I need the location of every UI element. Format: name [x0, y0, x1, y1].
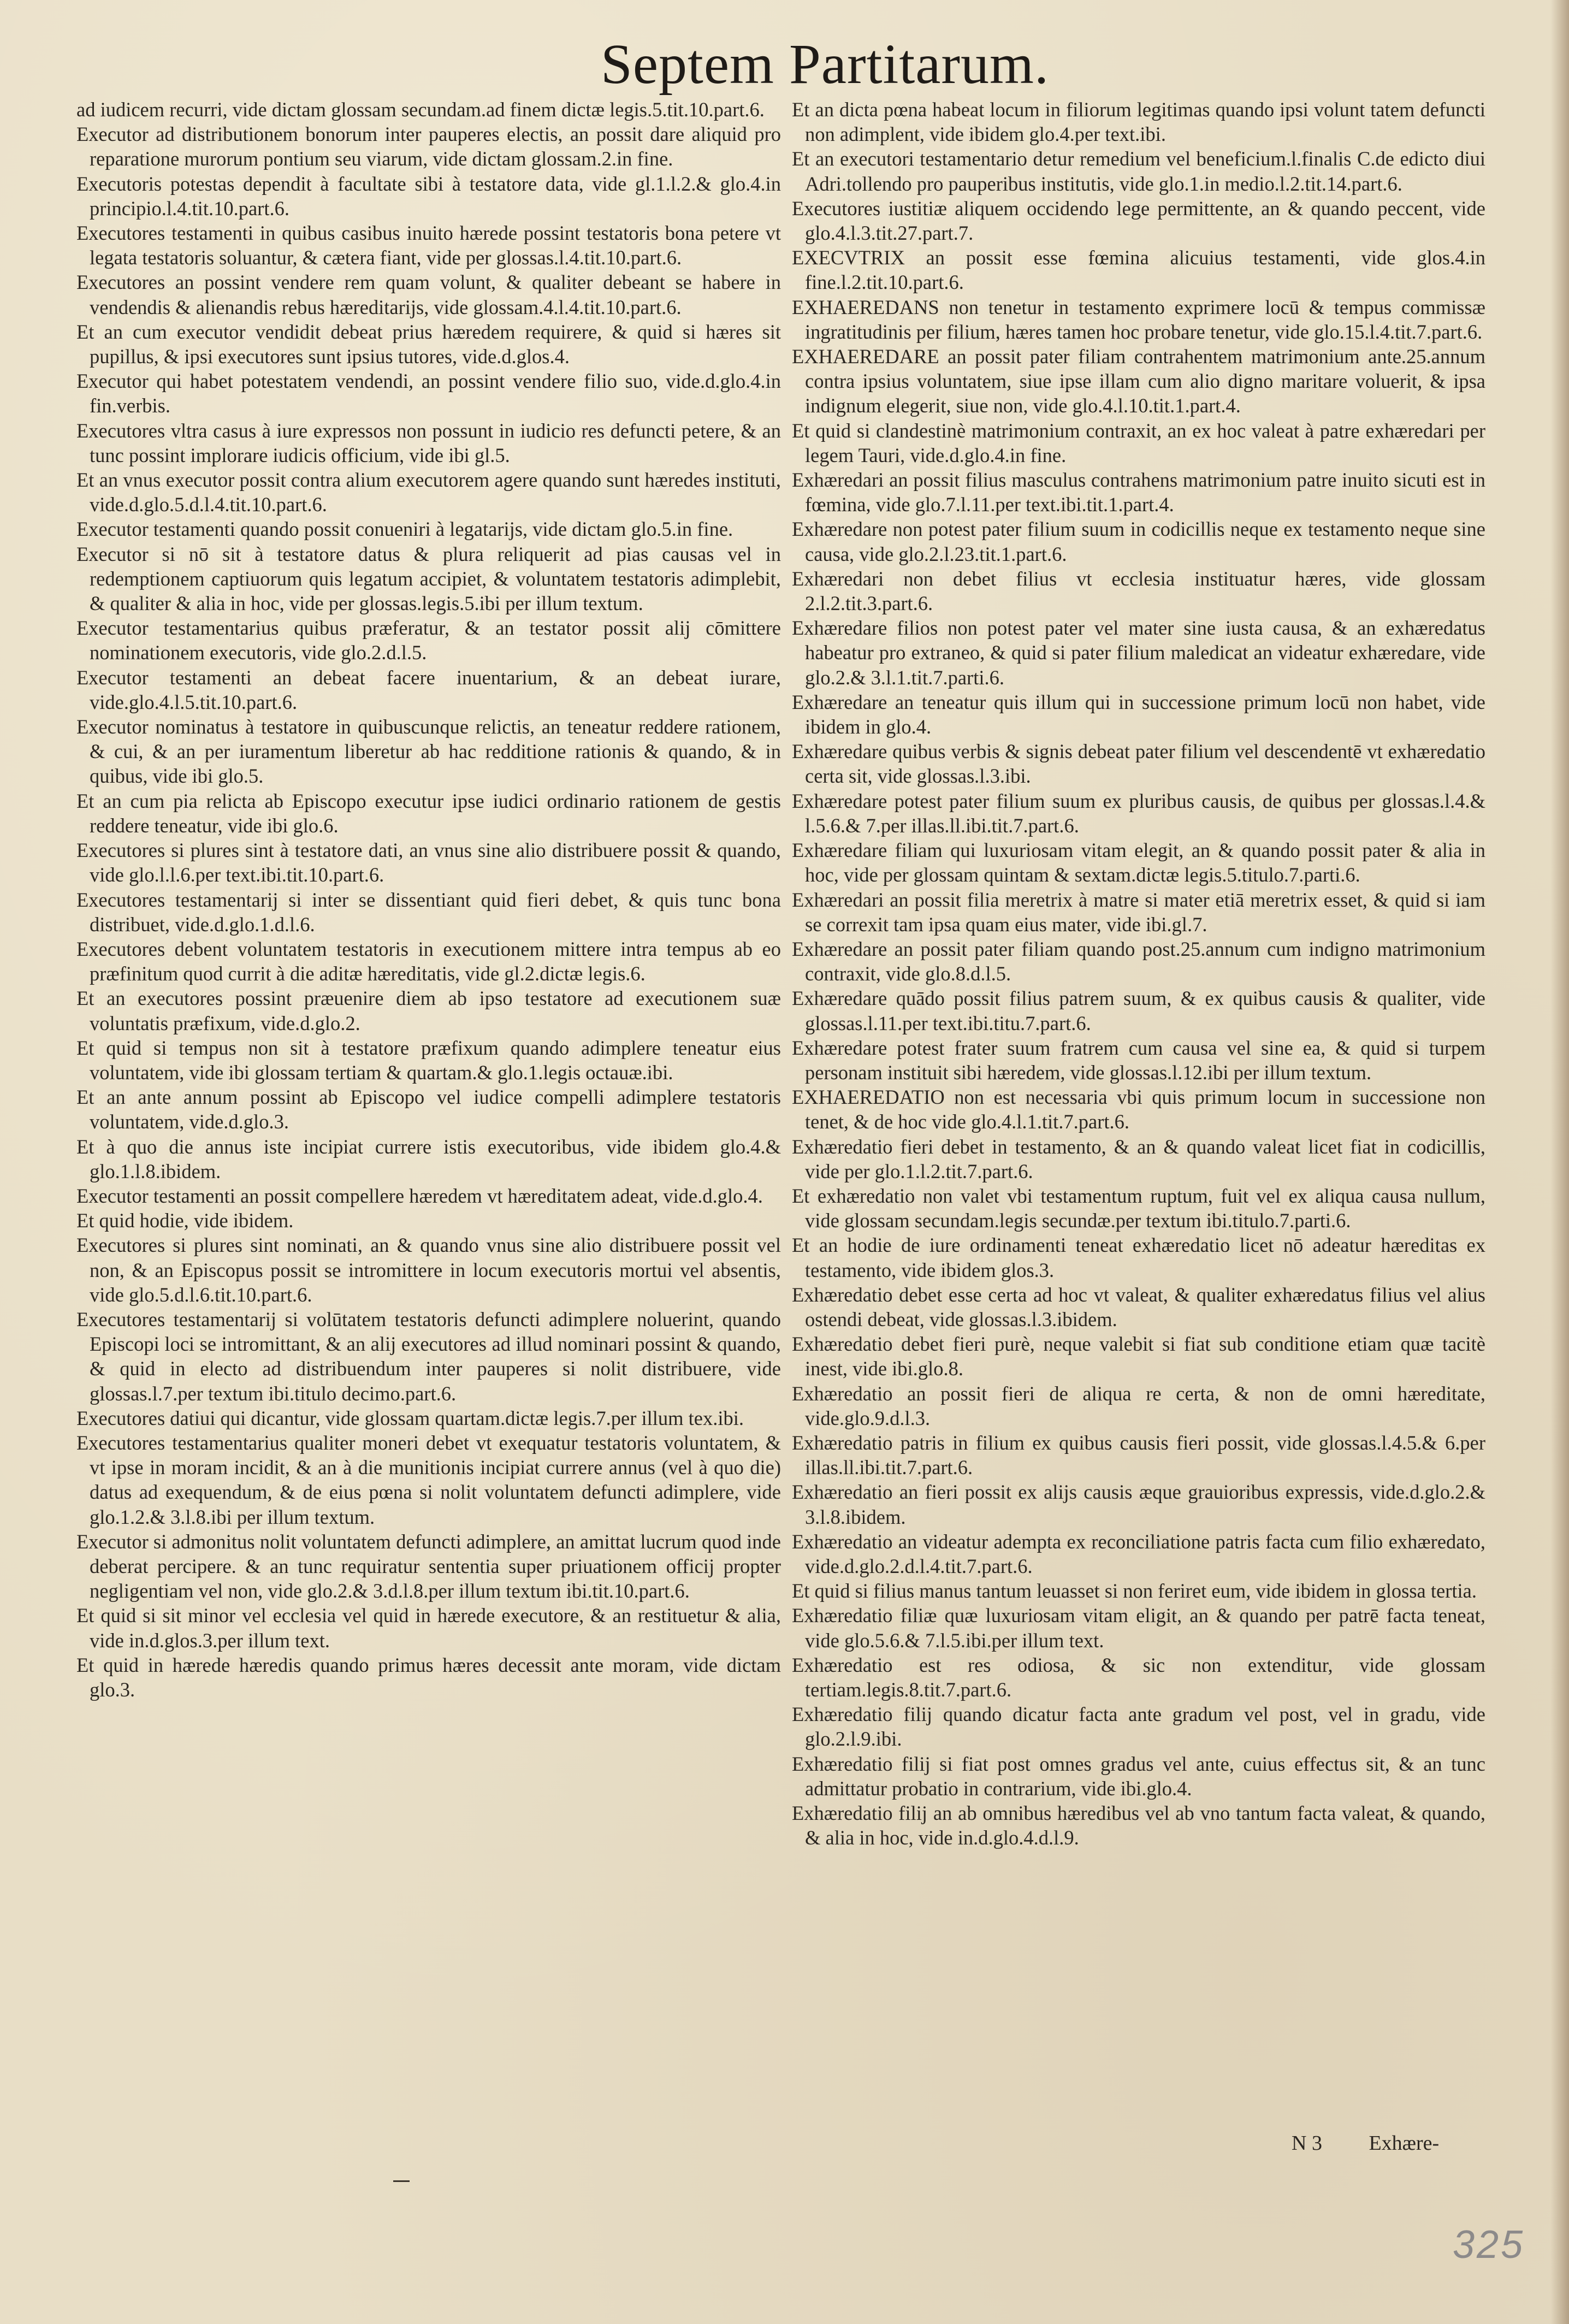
index-entry: Exhæredare quādo possit filius patrem suum, & ex quibus causis & qualiter, vide glossas.l.11.per text.ibi.titu.7.part.6. [792, 987, 1485, 1034]
index-entry: Et an hodie de iure ordinamenti teneat exhæredatio licet nō adeatur hæreditas ex testamento, vide ibidem glos.3. [792, 1234, 1485, 1281]
index-entry: Executores an possint vendere rem quam volunt, & qualiter debeant se habere in vendendis & alienandis rebus hæreditarijs, vide glossam.4.l.4.tit.10.part.6. [76, 271, 781, 318]
running-header: Septem Partitarum. [601, 33, 1049, 96]
index-entry: Et quid si sit minor vel ecclesia vel quid in hærede executore, & an restituetur & alia, vide in.d.glos.3.per illum text. [76, 1604, 781, 1652]
index-entry: Executor testamenti an possit compellere hæredem vt hæreditatem adeat, vide.d.glo.4. [76, 1184, 763, 1207]
index-entry: Executor ad distributionem bonorum inter pauperes electis, an possit dare aliquid pro reparatione murorum pontium seu viarum, vide dictam glossam.2.in fine. [76, 123, 781, 170]
binding-shadow [1550, 0, 1569, 2324]
index-entry: Exhæredatio filij an ab omnibus hæredibus vel ab vno tantum facta valeat, & quando, & alia in hoc, vide in.d.glo.4.d.l.9. [792, 1802, 1485, 1849]
index-entry: Exhæredatio debet esse certa ad hoc vt valeat, & qualiter exhæredatus filius vel alius ostendi debeat, vide glossas.l.3.ibidem. [792, 1283, 1485, 1330]
index-entry: Et quid si filius manus tantum leuasset si non feriret eum, vide ibidem in glossa tertia. [792, 1580, 1477, 1602]
index-entry: Exhæredatio filij si fiat post omnes gradus vel ante, cuius effectus sit, & an tunc admittatur probatio in contrarium, vide ibi.glo.4. [792, 1752, 1485, 1800]
decorative-dash [393, 2180, 410, 2182]
index-entry: Executor si nō sit à testatore datus & plura reliquerit ad pias causas vel in redemptionem captiuorum quis legatum accipiet, & voluntatem testatoris adimplebit, & qualiter & alia in hoc, vide per glossas.legis.5.ibi per illum textum. [76, 542, 781, 615]
index-entry: Exhæredatio filij quando dicatur facta ante gradum vel post, vel in gradu, vide glo.2.l.9.ibi. [792, 1703, 1485, 1751]
signature-line [1292, 2131, 1499, 2156]
index-entry: Exhæredari an possit filius masculus contrahens matrimonium patre inuito sicuti est in fœmina, vide glo.7.l.11.per text.ibi.tit.1.part.4. [792, 469, 1485, 516]
index-entry: Executores vltra casus à iure expressos non possunt in iudicio res defuncti petere, & an tunc possint implorare iudicis officium, vide ibi gl.5. [76, 419, 781, 466]
index-entry: Executor si admonitus nolit voluntatem defuncti adimplere, an amittat lucrum quod inde deberat percipere. & an tunc requiratur sententia super priuationem officij propter negligentiam vel non, vide glo.2.& 3.d.l.8.per illum textum ibi.tit.10.part.6. [76, 1530, 781, 1602]
index-entry: Executores datiui qui dicantur, vide glossam quartam.dictæ legis.7.per illum tex.ibi. [76, 1406, 744, 1429]
left-column [76, 97, 781, 1702]
index-entry: EXHAEREDANS non tenetur in testamento exprimere locū & tempus commissæ ingratitudinis per filium, hæres tamen hoc probare tenetur, vide glo.15.l.4.tit.7.part.6. [792, 295, 1485, 343]
index-entry: Et an executori testamentario detur remedium vel beneficium.l.finalis C.de edicto diui Adri.tollendo pro pauperibus institutis, vide glo.1.in medio.l.2.tit.14.part.6. [792, 147, 1485, 195]
index-entry: Executores si plures sint nominati, an & quando vnus sine alio distribuere possit vel non, & an Episcopus possit se intromittere in locum executoris mortui vel absentis, vide glo.5.d.l.6.tit.10.part.6. [76, 1234, 781, 1306]
index-entry: Exhæredare non potest pater filium suum in codicillis neque ex testamento neque sine causa, vide glo.2.l.23.tit.1.part.6. [792, 518, 1485, 565]
index-entry: Exhæredari an possit filia meretrix à matre si mater etiā meretrix esset, & quid si iam se correxit tam ipsa quam eius mater, vide ibi.gl.7. [792, 888, 1485, 936]
index-entry: Executores testamenti in quibus casibus inuito hærede possint testatoris bona petere vt legata testatoris soluantur, & cætera fiant, vide per glossas.l.4.tit.10.part.6. [76, 222, 781, 269]
index-entry: Executor qui habet potestatem vendendi, an possint vendere filio suo, vide.d.glo.4.in fin.verbis. [76, 370, 781, 417]
folio-number: 325 [1453, 2223, 1525, 2267]
index-entry: Executor nominatus à testatore in quibuscunque relictis, an teneatur reddere rationem, & cui, & an per iuramentum liberetur ab hac redditione rationis & quando, & in quibus, vide ibi glo.5. [76, 715, 781, 788]
index-entry: Executor testamenti quando possit conueniri à legatarijs, vide dictam glo.5.in fine. [76, 518, 733, 541]
index-entry: Et à quo die annus iste incipiat currere istis executoribus, vide ibidem glo.4.& glo.1.l.8.ibidem. [76, 1135, 781, 1182]
index-entry: Exhæredari non debet filius vt ecclesia instituatur hæres, vide glossam 2.l.2.tit.3.part.6. [792, 567, 1485, 615]
index-entry: Et an dicta pœna habeat locum in filiorum legitimas quando ipsi volunt tatem defuncti non adimplent, vide ibidem glo.4.per text.ibi. [792, 98, 1485, 146]
index-entry: Exhæredare an possit pater filiam quando post.25.annum cum indigno matrimonium contraxit, vide glo.8.d.l.5. [792, 937, 1485, 985]
index-entry: EXHAEREDATIO non est necessaria vbi quis primum locum in successione non tenet, & de hoc vide glo.4.l.1.tit.7.part.6. [792, 1086, 1485, 1133]
index-entry: Exhæredatio debet fieri purè, neque valebit si fiat sub conditione etiam quæ tacitè inest, vide ibi.glo.8. [792, 1333, 1485, 1380]
index-entry: EXHAEREDARE an possit pater filiam contrahentem matrimonium ante.25.annum contra ipsius voluntatem, siue ipse illam cum alio digno maritare voluerit, & ipsa indignum elegerit, siue non, vide glo.4.l.10.tit.1.part.4. [792, 345, 1485, 417]
index-entry: EXECVTRIX an possit esse fœmina alicuius testamenti, vide glos.4.in fine.l.2.tit.10.part.6. [792, 246, 1485, 294]
index-entry: Et quid si clandestinè matrimonium contraxit, an ex hoc valeat à patre exhæredari per legem Tauri, vide.d.glo.4.in fine. [792, 419, 1485, 466]
index-entry: Executores testamentarij si inter se dissentiant quid fieri debet, & quis tunc bona distribuet, vide.d.glo.1.d.l.6. [76, 888, 781, 936]
catchword: Exhære- [1369, 2132, 1440, 2155]
index-entry: Et an cum executor vendidit debeat prius hæredem requirere, & quid si hæres sit pupillus, & ipsi executores sunt ipsius tutores, vide.d.glos.4. [76, 320, 781, 368]
index-entry: Et exhæredatio non valet vbi testamentum ruptum, fuit vel ex aliqua causa nullum, vide glossam secundam.legis secundæ.per textum ibi.titulo.7.parti.6. [792, 1184, 1485, 1232]
index-entry: Et an vnus executor possit contra alium executorem agere quando sunt hæredes instituti, vide.d.glo.5.d.l.4.tit.10.part.6. [76, 469, 781, 516]
index-entry: Exhæredatio an videatur adempta ex reconciliatione patris facta cum filio exhæredato, vide.d.glo.2.d.l.4.tit.7.part.6. [792, 1530, 1485, 1577]
index-entry: Executor testamenti an debeat facere inuentarium, & an debeat iurare, vide.glo.4.l.5.tit.10.part.6. [76, 666, 781, 713]
index-entry: Exhæredare potest frater suum fratrem cum causa vel sine ea, & quid si turpem personam instituit sibi hæredem, vide glossas.l.12.ibi per illum textum. [792, 1036, 1485, 1084]
index-entry: Exhæredare filiam qui luxuriosam vitam elegit, an & quando possit pater & alia in hoc, vide per glossam quintam & sextam.dictæ legis.5.titulo.7.parti.6. [792, 839, 1485, 886]
index-entry: Executores si plures sint à testatore dati, an vnus sine alio distribuere possit & quando, vide glo.l.l.6.per text.ibi.tit.10.part.6. [76, 839, 781, 886]
index-entry: Executores testamentarij si volūtatem testatoris defuncti adimplere noluerint, quando Episcopi loci se intromittant, & an alij executores ad illud nominari possint & quando, & quid in electo ad distribuendum inter pauperes si nolit distribuere, vide glossas.l.7.per textum ibi.titulo decimo.part.6. [76, 1308, 781, 1405]
index-entry: Exhæredatio an possit fieri de aliqua re certa, & non de omni hæreditate, vide.glo.9.d.l.3. [792, 1382, 1485, 1429]
index-entry: Et an executores possint præuenire diem ab ipso testatore ad executionem suæ voluntatis præfixum, vide.d.glo.2. [76, 987, 781, 1034]
index-entry: Et quid in hærede hæredis quando primus hæres decessit ante moram, vide dictam glo.3. [76, 1653, 781, 1701]
index-entry: Et an ante annum possint ab Episcopo vel iudice compelli adimplere testatoris voluntatem, vide.d.glo.3. [76, 1086, 781, 1133]
index-entry: Exhæredatio filiæ quæ luxuriosam vitam eligit, an & quando per patrē facta teneat, vide glo.5.6.& 7.l.5.ibi.per illum text. [792, 1604, 1485, 1652]
index-entry: Executor testamentarius quibus præferatur, & an testator possit alij cōmittere nominationem executoris, vide glo.2.d.l.5. [76, 617, 781, 664]
index-entry: Exhæredare an teneatur quis illum qui in successione primum locū non habet, vide ibidem in glo.4. [792, 690, 1485, 738]
index-entry: Et quid si tempus non sit à testatore præfixum quando adimplere teneatur eius voluntatem, vide ibi glossam tertiam & quartam.& glo.1.legis octauæ.ibi. [76, 1036, 781, 1084]
index-entry: ad iudicem recurri, vide dictam glossam secundam.ad finem dictæ legis.5.tit.10.part.6. [76, 98, 765, 121]
index-entry: Et quid hodie, vide ibidem. [76, 1209, 294, 1232]
index-entry: Exhæredatio patris in filium ex quibus causis fieri possit, vide glossas.l.4.5.& 6.per illas.ll.ibi.tit.7.part.6. [792, 1431, 1485, 1479]
index-entry: Exhæredatio an fieri possit ex alijs causis æque grauioribus expressis, vide.d.glo.2.& 3.l.8.ibidem. [792, 1481, 1485, 1528]
right-column [792, 97, 1485, 1850]
index-entry: Et an cum pia relicta ab Episcopo executur ipse iudici ordinario rationem de gestis reddere teneatur, vide ibi glo.6. [76, 789, 781, 837]
index-entry: Exhæredare quibus verbis & signis debeat pater filium vel descendentē vt exhæredatio certa sit, vide glossas.l.3.ibi. [792, 740, 1485, 788]
index-entry: Exhæredatio est res odiosa, & sic non extenditur, vide glossam tertiam.legis.8.tit.7.part.6. [792, 1653, 1485, 1701]
index-entry: Executores debent voluntatem testatoris in executionem mittere intra tempus ab eo præfinitum quod currit à die aditæ hæreditatis, vide gl.2.dictæ legis.6. [76, 937, 781, 985]
index-entry: Executores testamentarius qualiter moneri debet vt exequatur testatoris voluntatem, & vt ipse in moram incidit, & an à die munitionis incipiat currere annus (vel à quo die) datus ad exequendum, & de eius pœna si nolit voluntatem defuncti adimplere, vide glo.1.2.& 3.l.8.ibi per illum textum. [76, 1431, 781, 1528]
index-entry: Exhæredare filios non potest pater vel mater sine iusta causa, & an exhæredatus habeatur pro extraneo, & quid si pater filium maledicat an videatur exhæredare, vide glo.2.& 3.l.1.tit.7.parti.6. [792, 617, 1485, 689]
index-entry: Executores iustitiæ aliquem occidendo lege permittente, an & quando peccent, vide glo.4.l.3.tit.27.part.7. [792, 197, 1485, 245]
signature-mark: N 3 [1292, 2132, 1322, 2155]
index-entry: Exhæredare potest pater filium suum ex pluribus causis, de quibus per glossas.l.4.& l.5.6.& 7.per illas.ll.ibi.tit.7.part.6. [792, 789, 1485, 837]
index-entry: Exhæredatio fieri debet in testamento, & an & quando valeat licet fiat in codicillis, vide per glo.1.l.2.tit.7.part.6. [792, 1135, 1485, 1182]
index-entry: Executoris potestas dependit à facultate sibi à testatore data, vide gl.1.l.2.& glo.4.in principio.l.4.tit.10.part.6. [76, 172, 781, 220]
